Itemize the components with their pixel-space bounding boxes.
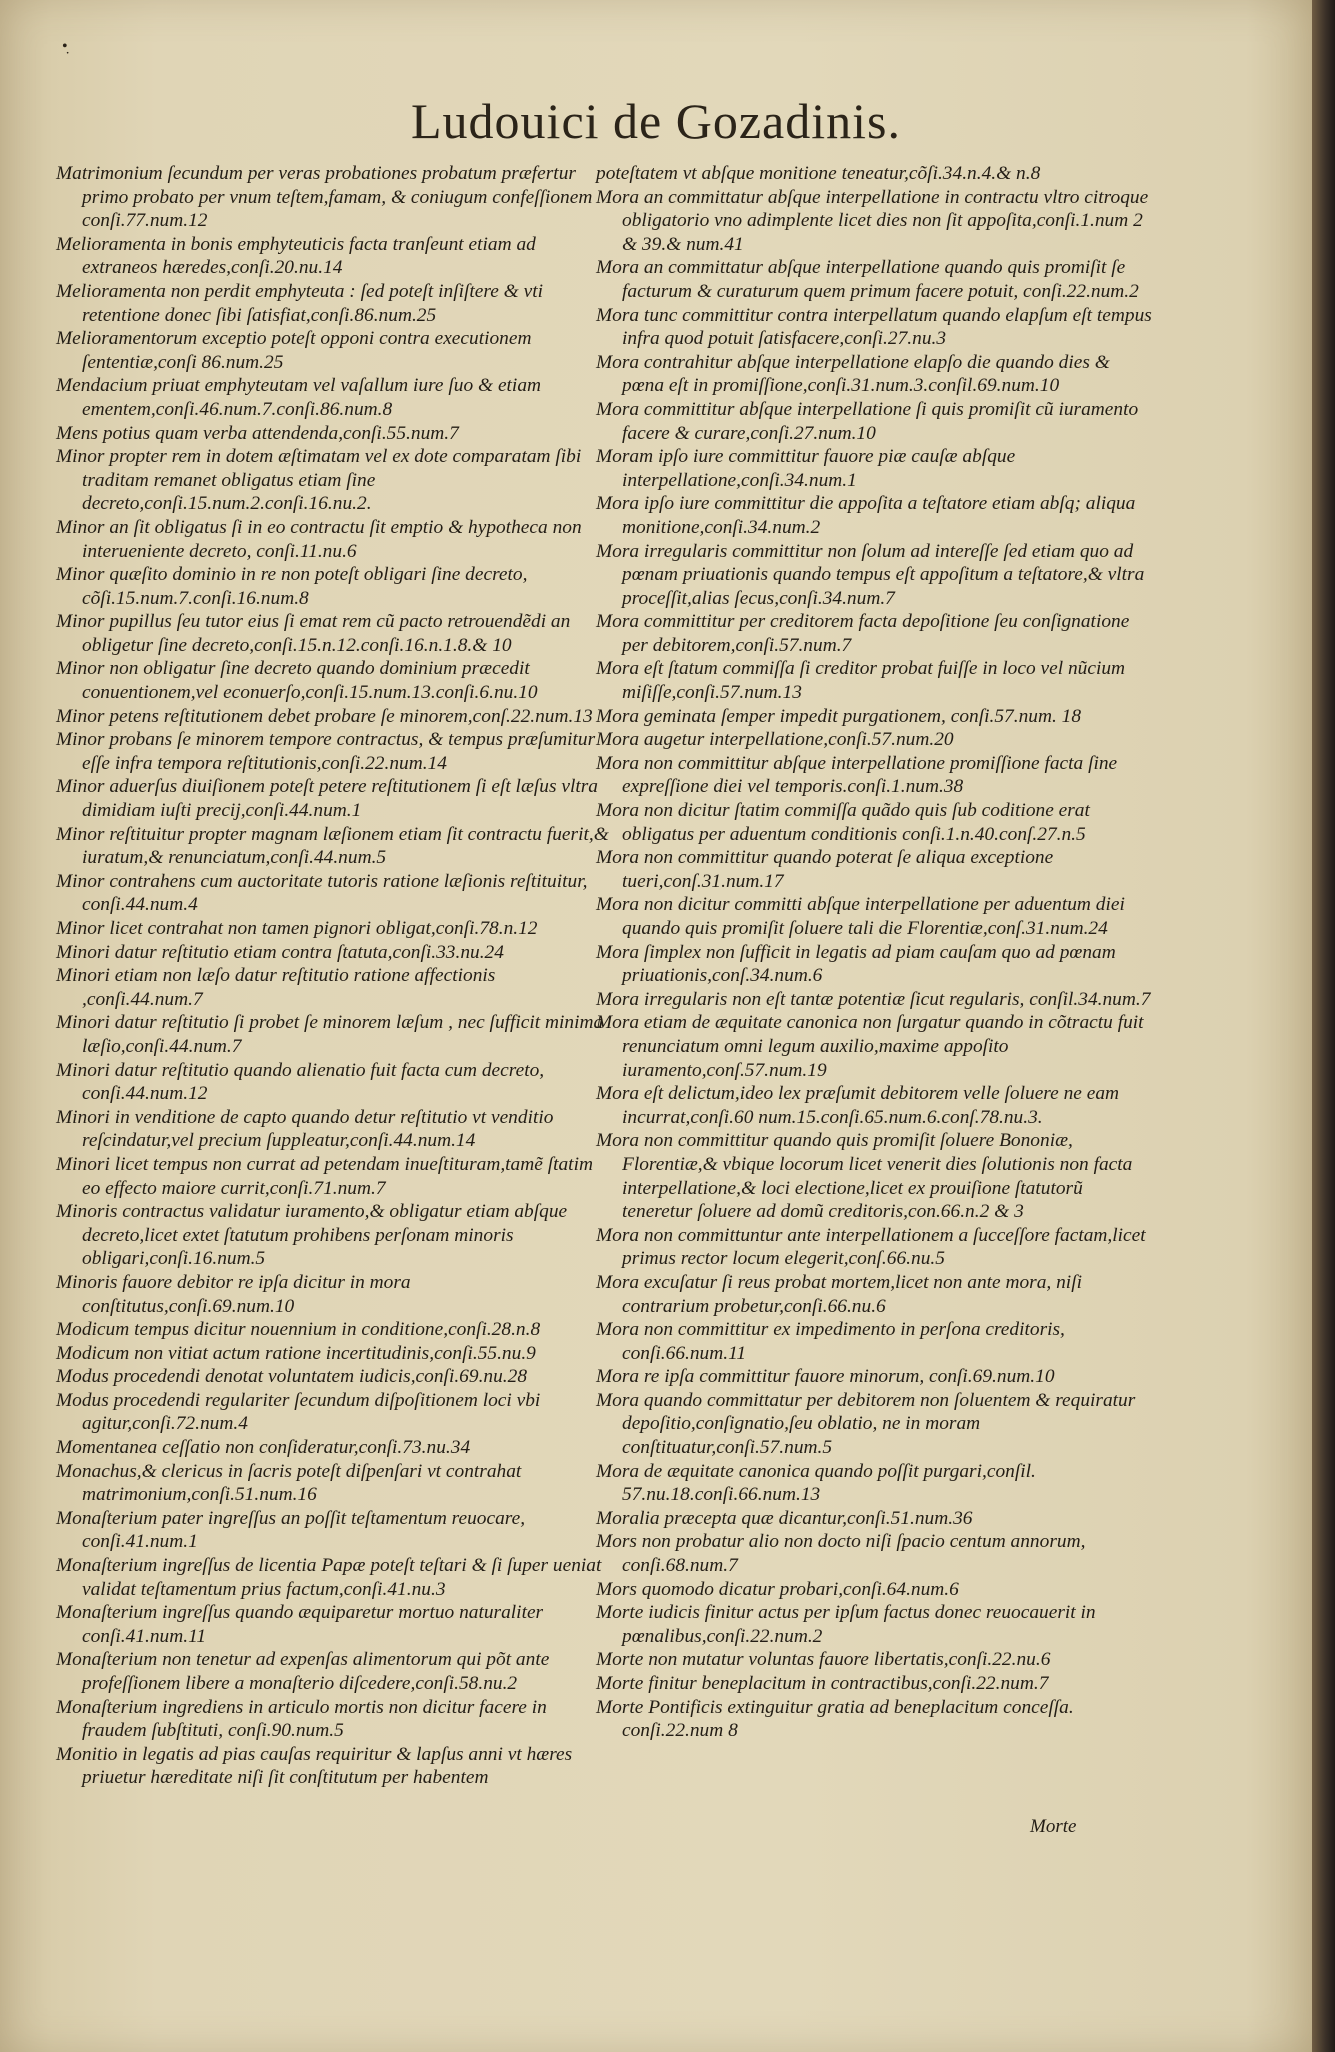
- index-entry: Morte finitur beneplacitum in contractibus,conſi.22.num.7: [596, 1673, 1049, 1694]
- index-entry: Minor pupillus ſeu tutor eius ſi emat rem cũ pacto retrouendẽdi an obligetur ſine decreto,conſi.15.n.12.conſi.16.n.1.8.& 10: [56, 611, 571, 656]
- index-entry: Minor an ſit obligatus ſi in eo contractu ſit emptio & hypotheca non interueniente decreto, conſi.11.nu.6: [56, 516, 582, 562]
- index-entry: Mora an committatur abſque interpellatione quando quis promiſit ſe facturum & curaturum quem primum facere potuit, conſi.22.num.2: [596, 257, 1139, 302]
- ink-speck: •̣: [62, 38, 68, 55]
- index-entry: Matrimonium ſecundum per veras probationes probatum præfertur primo probato per vnum teſtem,famam, & coniugum confeſſionem conſi.77.num.12: [56, 163, 593, 232]
- index-entry: Mora etiam de æquitate canonica non ſurgatur quando in cõtractu fuit renunciatum omni legum auxilio,maxime appoſito iuramento,conſ.57.num.19: [596, 1012, 1144, 1081]
- index-entry: Mora non committuntur ante interpellationem a ſucceſſore factam,licet primus rector locum elegerit,conſ.66.nu.5: [596, 1224, 1146, 1270]
- index-entry: Mora committitur per creditorem facta depoſitione ſeu conſignatione per debitorem,conſi.57.num.7: [596, 611, 1130, 656]
- index-entry: Moralia præcepta quæ dicantur,conſi.51.num.36: [596, 1507, 973, 1529]
- index-entry: Mora geminata ſemper impedit purgationem, conſi.57.num. 18: [596, 705, 1082, 727]
- index-entry: Mora non committitur ex impedimento in perſona creditoris, conſi.66.num.11: [596, 1319, 1065, 1364]
- index-entry: Monitio in legatis ad pias cauſas requiritur & lapſus anni vt hæres priuetur hæreditate niſi ſit conſtitutum per habentem: [56, 1743, 573, 1789]
- index-entry: Mora non dicitur committi abſque interpellatione per aduentum diei quando quis promiſit ſoluere tali die Florentiæ,conſ.31.num.24: [596, 894, 1125, 939]
- index-entry: Mora ſimplex non ſufficit in legatis ad piam cauſam quo ad pœnam priuationis,conſ.34.num.6: [596, 941, 1116, 987]
- index-entry: Minor quæſito dominio in re non poteſt obligari ſine decreto, cõſi.15.num.7.conſi.16.num.8: [56, 564, 528, 609]
- index-entry: poteſtatem vt abſque monitione teneatur,cõſi.34.n.4.& n.8: [596, 163, 1041, 184]
- index-entry: Mora quando committatur per debitorem non ſoluentem & requiratur depoſitio,conſignatio,ſeu oblatio, ne in moram conſtituatur,conſi.57.num.5: [596, 1389, 1136, 1459]
- catchword: Morte: [1030, 1816, 1077, 1837]
- index-entry: Mens potius quam verba attendenda,conſi.55.num.7: [56, 422, 459, 444]
- index-entry: Mora irregularis committitur non ſolum ad intereſſe ſed etiam quo ad pœnam priuationis quando tempus eſt appoſitum a teſtatore,& vltra proceſſit,alias ſecus,conſi.34.num.7: [596, 540, 1145, 609]
- index-entry: Monachus,& clericus in ſacris poteſt diſpenſari vt contrahat matrimonium,conſi.51.num.16: [56, 1460, 522, 1506]
- page-gutter: [1312, 0, 1335, 2052]
- index-entry: Minori datur reſtitutio quando alienatio fuit facta cum decreto, conſi.44.num.12: [56, 1059, 545, 1105]
- index-entry: Morte Pontificis extinguitur gratia ad beneplacitum conceſſa. conſi.22.num 8: [596, 1696, 1074, 1742]
- index-entry: Mora non dicitur ſtatim commiſſa quãdo quis ſub coditione erat obligatus per aduentum conditionis conſi.1.n.40.conſ.27.n.5: [596, 800, 1090, 845]
- index-entry: Morte non mutatur voluntas fauore libertatis,conſi.22.nu.6: [596, 1649, 1051, 1671]
- index-entry: Mora committitur abſque interpellatione ſi quis promiſit cũ iuramento facere & curare,conſi.27.num.10: [596, 398, 1139, 444]
- index-entry: Minor reſtituitur propter magnam læſionem etiam ſit contractu fuerit,& iuratum,& renunciatum,conſi.44.num.5: [56, 823, 609, 869]
- index-entry: Minor probans ſe minorem tempore contractus, & tempus præſumitur eſſe infra tempora reſtitutionis,conſi.22.num.14: [56, 729, 596, 774]
- index-entry: Minori licet tempus non currat ad petendam inueſtituram,tamẽ ſtatim eo effecto maiore currit,conſi.71.num.7: [56, 1153, 593, 1199]
- index-entry: Monaſterium pater ingreſſus an poſſit teſtamentum reuocare, conſi.41.num.1: [56, 1507, 526, 1553]
- index-entry: Monaſterium ingreſſus quando æquiparetur mortuo naturaliter conſi.41.num.11: [56, 1602, 544, 1647]
- index-entry: Momentanea ceſſatio non conſideratur,conſi.73.nu.34: [56, 1437, 471, 1459]
- index-entry: Minori etiam non læſo datur reſtitutio ratione affectionis ,conſi.44.num.7: [56, 965, 496, 1010]
- index-entry: Monaſterium non tenetur ad expenſas alimentorum qui põt ante profeſſionem libere a monaſterio diſcedere,conſi.58.nu.2: [56, 1649, 550, 1694]
- index-column-left: [56, 162, 616, 1790]
- index-entry: Minoris fauore debitor re ipſa dicitur in mora conſtitutus,conſi.69.num.10: [56, 1271, 411, 1317]
- index-entry: Minori in venditione de capto quando detur reſtitutio vt venditio reſcindatur,vel precium ſuppleatur,conſi.44.num.14: [56, 1106, 554, 1152]
- index-entry: Mora re ipſa committitur fauore minorum, conſi.69.num.10: [596, 1366, 1055, 1388]
- index-entry: Minori datur reſtitutio ſi probet ſe minorem læſum , nec ſufficit minima læſio,conſi.44.num.7: [56, 1012, 604, 1057]
- index-entry: Modus procedendi denotat voluntatem iudicis,conſi.69.nu.28: [56, 1366, 528, 1388]
- index-entry: Monaſterium ingrediens in articulo mortis non dicitur facere in fraudem ſubſtituti, conſi.90.num.5: [56, 1696, 547, 1742]
- index-entry: Mora contrahitur abſque interpellatione elapſo die quando dies & pœna eſt in promiſſione,conſi.31.num.3.conſil.69.num.10: [596, 351, 1110, 397]
- index-entry: Minor petens reſtitutionem debet probare ſe minorem,conſ.22.num.13: [56, 705, 593, 727]
- index-entry: Minor aduerſus diuiſionem poteſt petere reſtitutionem ſi eſt læſus vltra dimidiam iuſti precij,conſi.44.num.1: [56, 776, 598, 822]
- index-entry: Mendacium priuat emphyteutam vel vaſallum iure ſuo & etiam ementem,conſi.46.num.7.conſi.86.num.8: [56, 375, 542, 420]
- index-entry: Mora excuſatur ſi reus probat mortem,licet non ante mora, niſi contrarium probetur,conſi.66.nu.6: [596, 1271, 1082, 1317]
- index-entry: Mora an committatur abſque interpellatione in contractu vltro citroque obligatorio vno adimplente licet dies non ſit appoſita,conſi.1.num 2 & 39.& num.41: [596, 186, 1149, 255]
- index-entry: Minor non obligatur ſine decreto quando dominium præcedit conuentionem,vel econuerſo,conſi.15.num.13.conſi.6.nu.10: [56, 658, 538, 704]
- index-entry: Mora ipſo iure committitur die appoſita a teſtatore etiam abſq; aliqua monitione,conſi.34.num.2: [596, 493, 1136, 538]
- index-entry: Minor contrahens cum auctoritate tutoris ratione læſionis reſtituitur, conſi.44.num.4: [56, 870, 588, 916]
- index-entry: Melioramenta non perdit emphyteuta : ſed poteſt inſiſtere & vti retentione donec ſibi ſatisfiat,conſi.86.num.25: [56, 280, 543, 326]
- index-entry: Melioramenta in bonis emphyteuticis facta tranſeunt etiam ad extraneos hæredes,conſi.20.nu.14: [56, 233, 536, 279]
- index-entry: Morte iudicis finitur actus per ipſum factus donec reuocauerit in pœnalibus,conſi.22.num.2: [596, 1602, 1096, 1647]
- index-entry: Modicum tempus dicitur nouennium in conditione,conſi.28.n.8: [56, 1319, 541, 1341]
- index-entry: Mora non committitur abſque interpellatione promiſſione facta ſine expreſſione diei vel temporis.conſi.1.num.38: [596, 752, 1118, 798]
- index-entry: Mora augetur interpellatione,conſi.57.num.20: [596, 729, 954, 751]
- index-entry: Mors non probatur alio non docto niſi ſpacio centum annorum, conſi.68.num.7: [596, 1531, 1086, 1577]
- index-entry: Mora eſt ſtatum commiſſa ſi creditor probat fuiſſe in loco vel nũcium miſiſſe,conſi.57.num.13: [596, 658, 1126, 704]
- index-entry: Modus procedendi regulariter ſecundum diſpoſitionem loci vbi agitur,conſi.72.num.4: [56, 1389, 541, 1435]
- index-entry: Mora de æquitate canonica quando poſſit purgari,conſil. 57.nu.18.conſi.66.num.13: [596, 1460, 1036, 1506]
- index-entry: Mora eſt delictum,ideo lex præſumit debitorem velle ſoluere ne eam incurrat,conſi.60 num.15.conſi.65.num.6.conſ.78.nu.3.: [596, 1083, 1120, 1128]
- index-column-right: [596, 162, 1156, 1743]
- index-entry: Minori datur reſtitutio etiam contra ſtatuta,conſi.33.nu.24: [56, 941, 504, 963]
- index-entry: Mora non committitur quando quis promiſit ſoluere Bononiæ, Florentiæ,& vbique locorum licet venerit dies ſolutionis non facta interpellatione,& loci electione,licet ex prouiſione ſtatutorũ teneretur ſoluere ad domũ creditoris,con.66.n.2 & 3: [596, 1130, 1133, 1223]
- index-entry: Moram ipſo iure committitur fauore piæ cauſæ abſque interpellatione,conſi.34.num.1: [596, 446, 1016, 491]
- index-entry: Mora irregularis non eſt tantæ potentiæ ſicut regularis, conſil.34.num.7: [596, 988, 1151, 1010]
- index-entry: Minor licet contrahat non tamen pignori obligat,conſi.78.n.12: [56, 918, 538, 939]
- index-entry: Modicum non vitiat actum ratione incertitudinis,conſi.55.nu.9: [56, 1342, 536, 1364]
- index-entry: Mors quomodo dicatur probari,conſi.64.num.6: [596, 1578, 959, 1600]
- index-entry: Minoris contractus validatur iuramento,& obligatur etiam abſque decreto,licet extet ſtatutum prohibens perſonam minoris obligari,conſi.16.num.5: [56, 1201, 568, 1270]
- index-entry: Mora non committitur quando poterat ſe aliqua exceptione tueri,conſ.31.num.17: [596, 847, 1054, 892]
- index-entry: Monaſterium ingreſſus de licentia Papæ poteſt teſtari & ſi ſuper ueniat validat teſtamentum prius factum,conſi.41.nu.3: [56, 1555, 602, 1600]
- running-header: Ludouici de Gozadinis.: [411, 93, 901, 149]
- index-entry: Melioramentorum exceptio poteſt opponi contra executionem ſententiæ,conſi 86.num.25: [56, 328, 532, 373]
- index-entry: Minor propter rem in dotem æſtimatam vel ex dote comparatam ſibi traditam remanet obligatus etiam ſine decreto,conſi.15.num.2.conſi.16.nu.2.: [56, 446, 582, 515]
- index-entry: Mora tunc committitur contra interpellatum quando elapſum eſt tempus infra quod potuit ſatisfacere,conſi.27.nu.3: [596, 304, 1152, 350]
